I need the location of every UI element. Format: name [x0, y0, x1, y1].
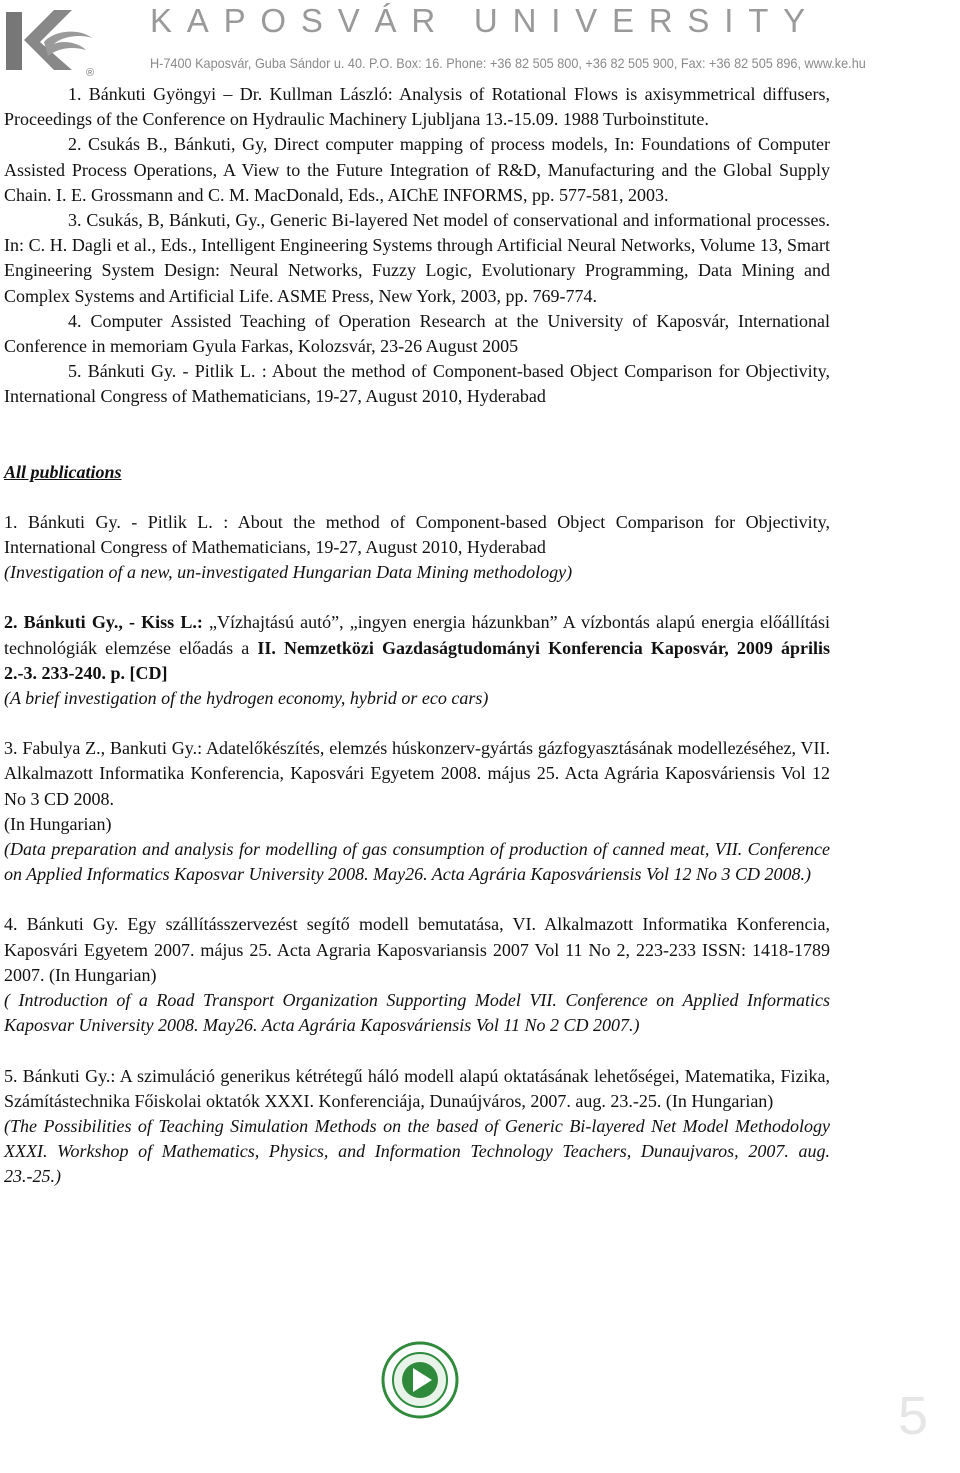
university-name: KAPOSVÁR UNIVERSITY	[150, 2, 820, 39]
publication-2-note: (A brief investigation of the hydrogen economy, hybrid or eco cars)	[4, 688, 489, 709]
publication-2	[4, 610, 830, 686]
publication-5: 5. Bánkuti Gy.: A szimuláció generikus kétrétegű háló modell alapú oktatásának lehetőségei, Matematika, Fizika, Számítástechnika Főiskolai oktatók XXXI. Konferenciája, Dunaújváros, 2007. aug. 23.-25. (In Hungarian)	[4, 1065, 830, 1111]
registered-mark: ®	[86, 67, 95, 79]
letterhead	[0, 0, 960, 84]
publication-5-note: (The Possibilities of Teaching Simulation Methods on the based of Generic Bi-layered Net Model Methodology XXXI. Workshop of Mathematics, Physics, and Information Technology Teachers, Dunaujvaros, 2007. aug. 23.-25.)	[4, 1115, 830, 1187]
certification-seal-icon	[380, 1340, 460, 1420]
publication-2-authors: 2. Bánkuti Gy., - Kiss L.:	[4, 612, 203, 633]
page-content	[4, 82, 830, 1190]
earlier-pub-1: 1. Bánkuti Gyöngyi – Dr. Kullman László: Analysis of Rotational Flows is axisymmetrical diffusers, Proceedings of the Conference on Hydraulic Machinery Ljubljana 13.-15.09. 1988 Turboinstitute.	[4, 84, 830, 130]
university-logo-icon	[2, 4, 98, 80]
earlier-pub-4: 4. Computer Assisted Teaching of Operation Research at the University of Kaposvár, International Conference in memoriam Gyula Farkas, Kolozsvár, 23-26 August 2005	[4, 310, 830, 357]
publication-2-venue: II. Nemzetközi Gazdaságtudományi Konferencia Kaposvár, 2009 április 2.-3. 233-240. p. [CD]	[4, 637, 830, 683]
spacer	[4, 410, 830, 460]
spacer	[4, 887, 830, 912]
spacer	[4, 711, 830, 736]
spacer	[4, 585, 830, 610]
publication-4-note: ( Introduction of a Road Transport Organization Supporting Model VII. Conference on Applied Informatics Kaposvar University 2008. May26. Acta Agrária Kaposváriensis Vol 11 No 2 CD 2007.)	[4, 990, 830, 1036]
page-number: 5	[898, 1386, 929, 1446]
publication-3-language: (In Hungarian)	[4, 813, 112, 834]
publication-4: 4. Bánkuti Gy. Egy szállításszervezést segítő modell bemutatása, VI. Alkalmazott Informatika Konferencia, Kaposvári Egyetem 2007. május 25. Acta Agraria Kaposvariansis 2007 Vol 11 No 2, 223-233 ISSN: 1418-1789 2007. (In Hungarian)	[4, 914, 830, 985]
earlier-pub-2: 2. Csukás B., Bánkuti, Gy, Direct computer mapping of process models, In: Foundations of Computer Assisted Process Operations, A View to the Future Integration of R&D, Manufacturing and the Global Supply Chain. I. E. Grossmann and C. M. MacDonald, Eds., AIChE INFORMS, pp. 577-581, 2003.	[4, 134, 830, 205]
university-address: H-7400 Kaposvár, Guba Sándor u. 40. P.O. Box: 16. Phone: +36 82 505 800, +36 82 505 900, Fax: +36 82 505 896, www.ke.hu	[150, 55, 866, 71]
publication-1-note: (Investigation of a new, un-investigated Hungarian Data Mining methodology)	[4, 562, 573, 583]
spacer	[4, 1039, 830, 1064]
all-publications-heading: All publications	[4, 461, 122, 482]
spacer	[4, 485, 830, 510]
earlier-pub-5: 5. Bánkuti Gy. - Pitlik L. : About the method of Component-based Object Comparison for Objectivity, International Congress of Mathematicians, 19-27, August 2010, Hyderabad	[4, 361, 830, 407]
earlier-pub-3: 3. Csukás, B, Bánkuti, Gy., Generic Bi-layered Net model of conservational and informational processes. In: C. H. Dagli et al., Eds., Intelligent Engineering Systems through Artificial Neural Networks, Volume 13, Smart Engineering System Design: Neural Networks, Fuzzy Logic, Evolutionary Programming, Data Mining and Complex Systems and Artificial Life. ASME Press, New York, 2003, pp. 769-774.	[4, 210, 830, 306]
publication-1: 1. Bánkuti Gy. - Pitlik L. : About the method of Component-based Object Comparison for Objectivity, International Congress of Mathematicians, 19-27, August 2010, Hyderabad	[4, 511, 830, 558]
publication-3: 3. Fabulya Z., Bankuti Gy.: Adatelőkészítés, elemzés húskonzerv-gyártás gázfogyasztásának modellezéséhez, VII. Alkalmazott Informatika Konferencia, Kaposvári Egyetem 2008. május 25. Acta Agrária Kaposváriensis Vol 12 No 3 CD 2008.	[4, 738, 830, 809]
publication-3-note: (Data preparation and analysis for modelling of gas consumption of production of canned meat, VII. Conference on Applied Informatics Kaposvar University 2008. May26. Acta Agrária Kaposváriensis Vol 12 No 3 CD 2008.)	[4, 839, 830, 885]
publication-2-title: „Vízhajtású autó”, „ingyen energia házunkban” A vízbontás alapú energia előállítási technológiák elemzése előadás a	[4, 612, 830, 658]
